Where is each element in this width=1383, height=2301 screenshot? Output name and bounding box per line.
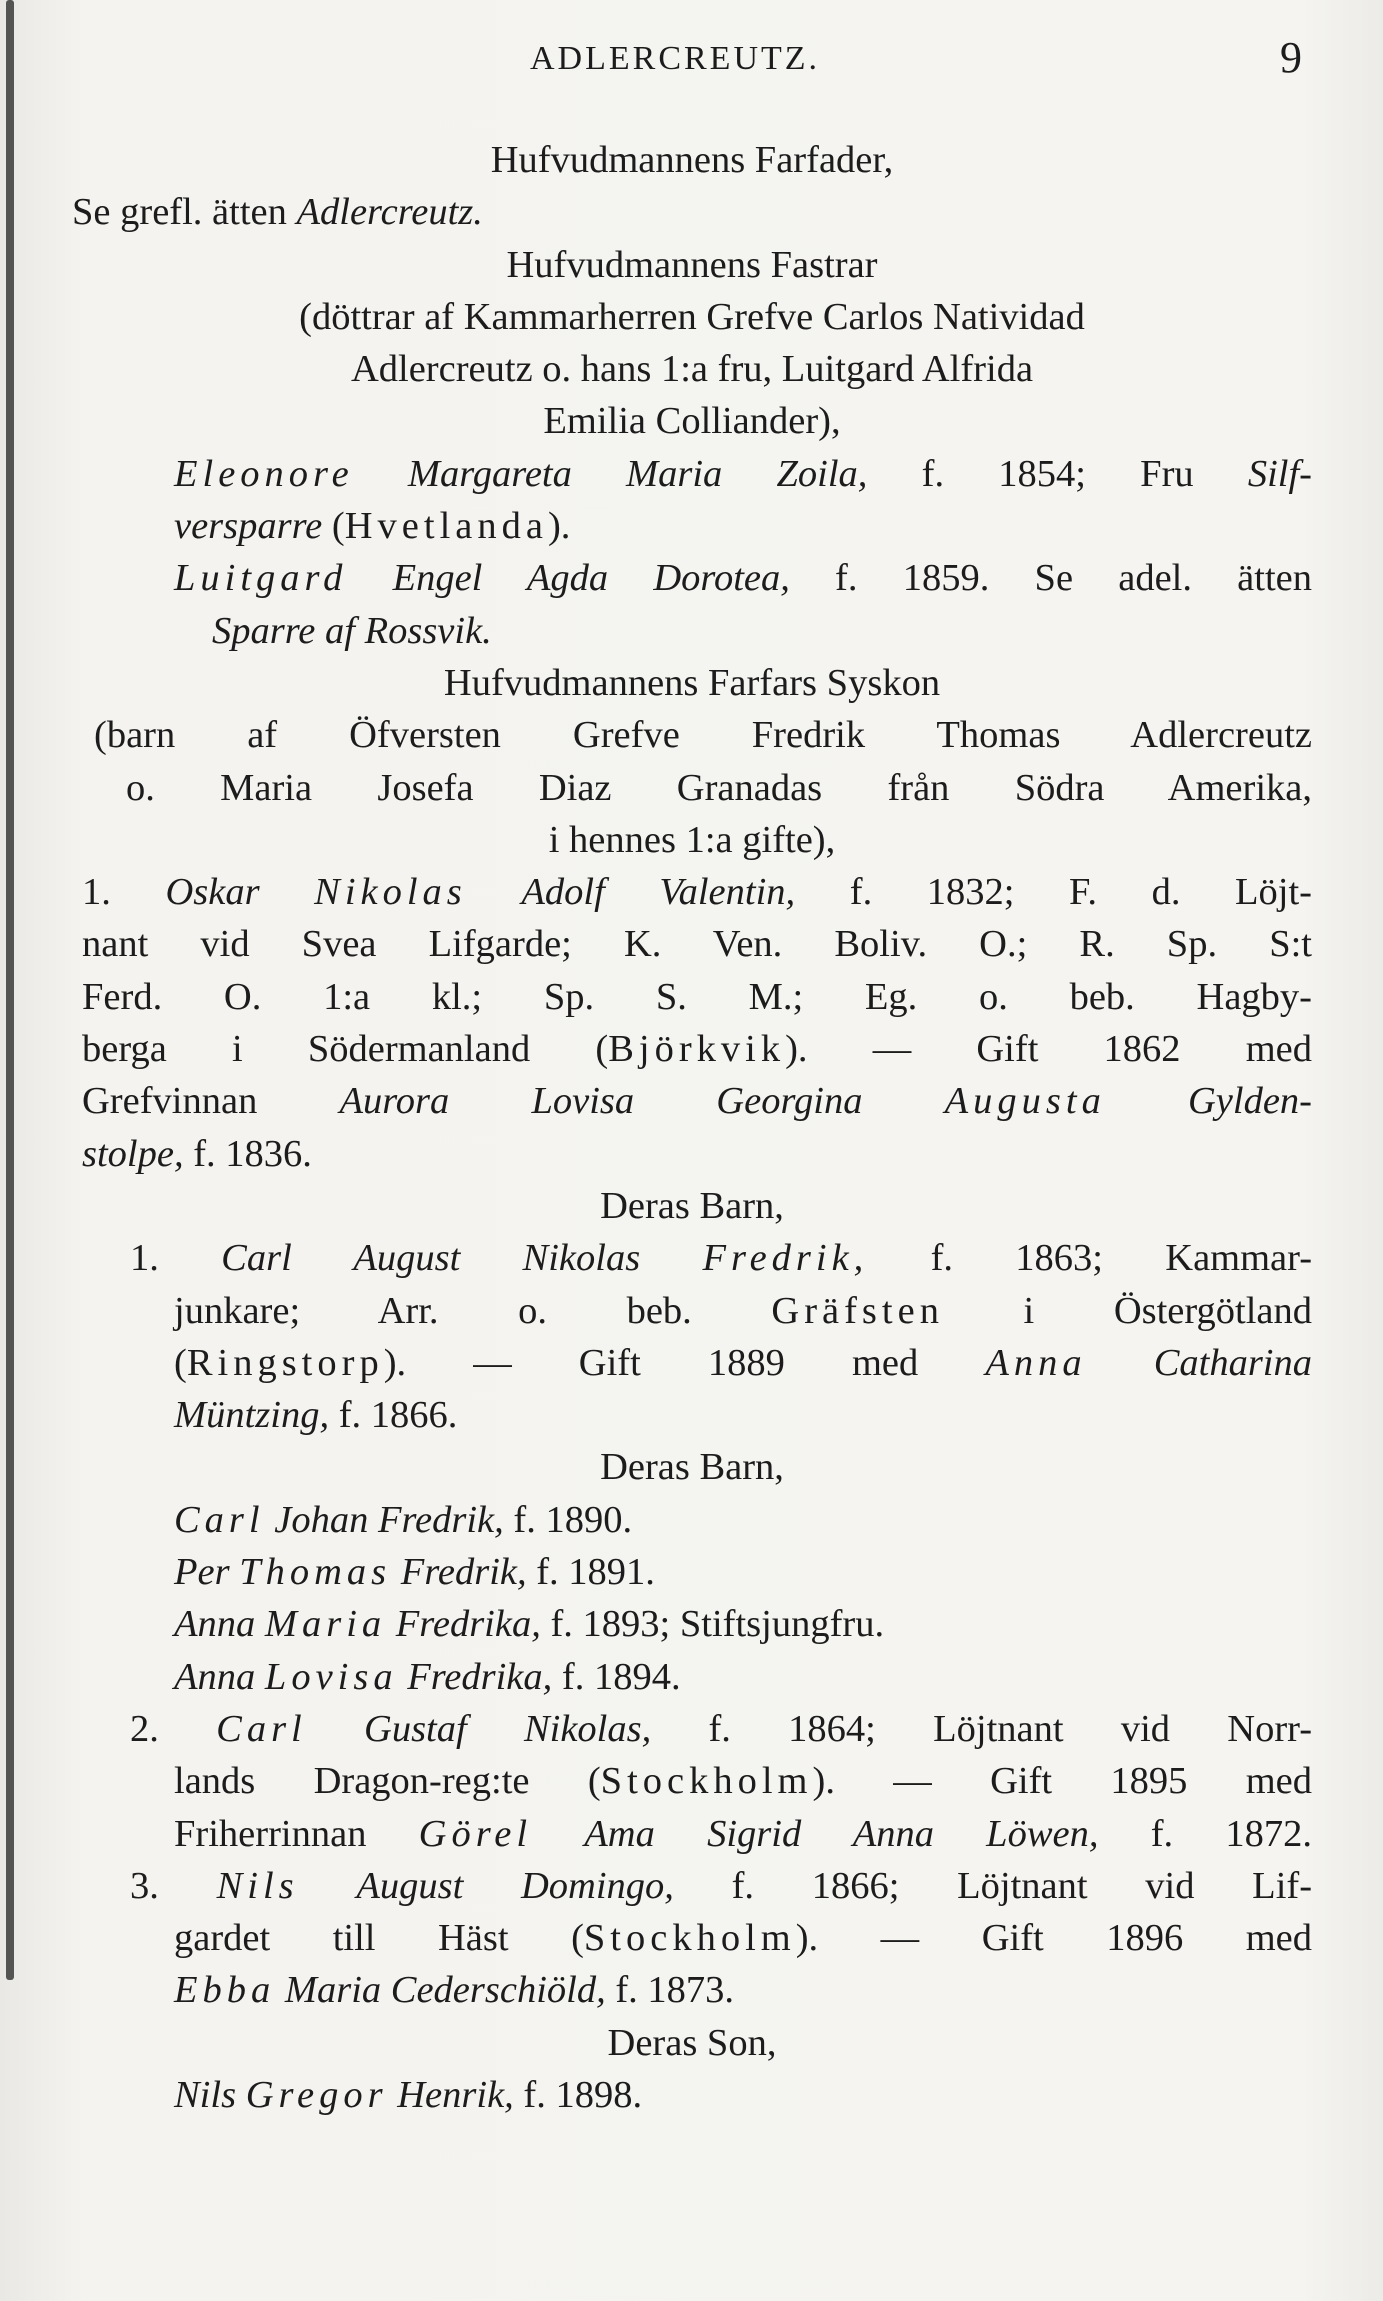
text-line: i hennes 1:a gifte), [548,818,836,861]
heading-children: Deras Barn, [600,1184,784,1227]
text-line: Ebba Maria Cederschiöld, f. 1873. [174,1969,735,2012]
text-line: Adlercreutz o. hans 1:a fru, Luitgard Alfrida [350,348,1034,391]
running-title: ADLERCREUTZ. [530,40,821,77]
running-head [0,28,1383,88]
text-line: lands Dragon-reg:te (Stockholm). — Gift 1895 med [174,1760,1312,1803]
heading-aunts: Hufvudmannens Fastrar [506,243,878,286]
text-line: (barn af Öfversten Grefve Fredrik Thomas Adlercreutz [94,714,1312,757]
entry-eleonore: Eleonore Margareta Maria Zoila, f. 1854; Fru Silf- [174,452,1312,495]
text-line: junkare; Arr. o. beb. Gräfsten i Östergötland [174,1289,1312,1332]
page-number: 9 [1280,33,1302,82]
entry-carl-johan: Carl Johan Fredrik, f. 1890. [174,1498,633,1541]
text-line: (Ringstorp). — Gift 1889 med Anna Catharina [174,1341,1312,1384]
text-line: Se grefl. ätten Adlercreutz. [72,191,483,234]
text-line: (döttrar af Kammarherren Grefve Carlos Natividad [299,295,1085,338]
text-line: stolpe, f. 1836. [82,1132,312,1175]
entry-anna-lovisa: Anna Lovisa Fredrika, f. 1894. [174,1655,681,1698]
heading-grandchildren: Deras Barn, [600,1446,784,1489]
text-line: gardet till Häst (Stockholm). — Gift 1896 med [174,1917,1312,1960]
page-body [72,134,1312,2121]
text-line: Sparre af Rossvik. [212,609,492,652]
binding-edge [6,0,14,1980]
entry-anna-maria: Anna Maria Fredrika, f. 1893; Stiftsjungfru. [174,1603,885,1646]
entry-nils-gregor: Nils Gregor Henrik, f. 1898. [174,2073,643,2116]
text-line: Ferd. O. 1:a kl.; Sp. S. M.; Eg. o. beb. Hagby- [82,975,1312,1018]
entry-nils-august: 3. Nils August Domingo, f. 1866; Löjtnant vid Lif- [130,1864,1312,1907]
entry-carl-gustaf: 2. Carl Gustaf Nikolas, f. 1864; Löjtnant vid Norr- [130,1707,1312,1750]
heading-siblings: Hufvudmannens Farfars Syskon [443,661,941,704]
text-line: Grefvinnan Aurora Lovisa Georgina Augusta Gylden- [82,1080,1312,1123]
text-line: Emilia Colliander), [543,400,841,443]
heading-grandfather: Hufvudmannens Farfader, [490,139,894,181]
text-line: nant vid Svea Lifgarde; K. Ven. Boliv. O.; R. Sp. S:t [82,923,1312,966]
entry-carl-august: 1. Carl August Nikolas Fredrik, f. 1863; Kammar- [130,1237,1312,1280]
text-line: Müntzing, f. 1866. [174,1394,458,1437]
text-line: o. Maria Josefa Diaz Granadas från Södra Amerika, [126,766,1312,809]
text-line: versparre (Hvetlanda). [174,505,571,548]
text-line: Friherrinnan Görel Ama Sigrid Anna Löwen, f. 1872. [174,1812,1312,1855]
heading-son: Deras Son, [607,2021,777,2064]
entry-luitgard: Luitgard Engel Agda Dorotea, f. 1859. Se adel. ätten [174,557,1312,600]
text-line: berga i Södermanland (Björkvik). — Gift 1862 med [82,1028,1312,1071]
entry-oskar: 1. Oskar Nikolas Adolf Valentin, f. 1832; F. d. Löjt- [82,871,1312,914]
entry-per-thomas: Per Thomas Fredrik, f. 1891. [174,1551,655,1594]
